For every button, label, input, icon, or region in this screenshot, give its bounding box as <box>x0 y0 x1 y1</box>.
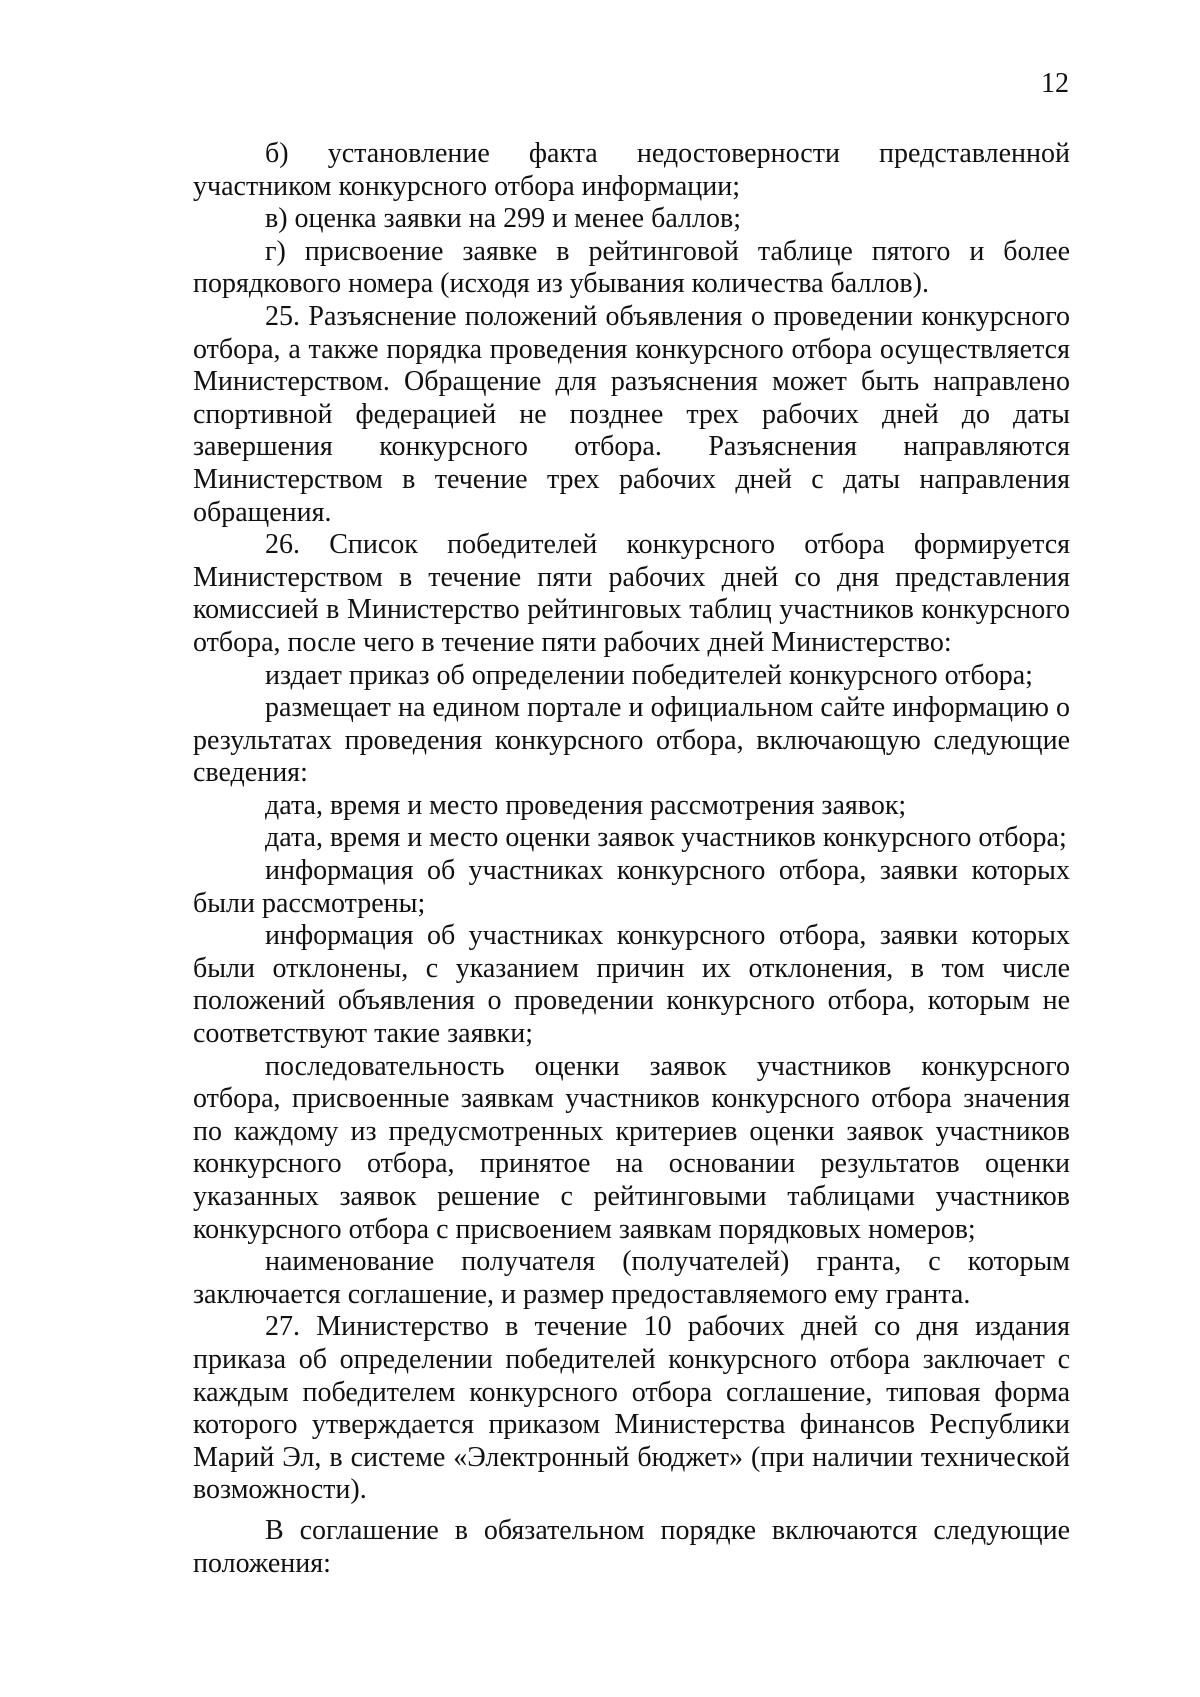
paragraph-order-issue: издает приказ об определении победителей конкурсного отбора; <box>265 659 1033 691</box>
paragraph-27: 27. Министерство в течение 10 рабочих дней со дня издания приказа об определении победителей конкурсного отбора заключает с каждым победителем конкурсного отбора соглашение, типовая форма которого утверждается приказом Министерства финансов Республики Марий Эл, в системе «Электронный бюджет» (при наличии технической возможности). <box>193 1311 1070 1506</box>
page-number: 12 <box>1041 68 1069 99</box>
paragraph-item-b: б) установление факта недостоверности представленной участником конкурсного отбора информации; <box>193 138 1070 202</box>
paragraph-evaluation-sequence: последовательность оценки заявок участников конкурсного отбора, присвоенные заявкам участников конкурсного отбора значения по каждому из предусмотренных критериев оценки заявок участников конкурсного отбора, принятое на основании результатов оценки указанных заявок решение с рейтинговыми таблицами участников конкурсного отбора с присвоением заявкам порядковых номеров; <box>193 1050 1070 1245</box>
paragraph-evaluation-date: дата, время и место оценки заявок участников конкурсного отбора; <box>265 822 1067 854</box>
paragraph-26: 26. Список победителей конкурсного отбора формируется Министерством в течение пяти рабочих дней со дня представления комиссией в Министерство рейтинговых таблиц участников конкурсного отбора, после чего в течение пяти рабочих дней Министерство: <box>193 529 1070 658</box>
paragraph-publication: размещает на едином портале и официальном сайте информацию о результатах проведения конкурсного отбора, включающую следующие сведения: <box>193 692 1070 789</box>
paragraph-review-date: дата, время и место проведения рассмотрения заявок; <box>265 789 907 821</box>
paragraph-item-v: в) оценка заявки на 299 и менее баллов; <box>265 203 741 235</box>
paragraph-grant-recipient: наименование получателя (получателей) гранта, с которым заключается соглашение, и размер предоставляемого ему гранта. <box>193 1246 1070 1310</box>
paragraph-rejected-participants: информация об участниках конкурсного отбора, заявки которых были отклонены, с указанием причин их отклонения, в том числе положений объявления о проведении конкурсного отбора, которым не соответствуют такие заявки; <box>193 920 1070 1050</box>
paragraph-reviewed-participants: информация об участниках конкурсного отбора, заявки которых были рассмотрены; <box>193 855 1070 919</box>
paragraph-agreement-provisions: В соглашение в обязательном порядке включаются следующие положения: <box>193 1514 1070 1579</box>
paragraph-item-g: г) присвоение заявке в рейтинговой таблице пятого и более порядкового номера (исходя из убывания количества баллов). <box>193 235 1070 300</box>
document-body <box>193 138 1070 1580</box>
paragraph-25: 25. Разъяснение положений объявления о проведении конкурсного отбора, а также порядка проведения конкурсного отбора осуществляется Министерством. Обращение для разъяснения может быть направлено спортивной федерацией не позднее трех рабочих дней до даты завершения конкурсного отбора. Разъяснения направляются Министерством в течение трех рабочих дней с даты направления обращения. <box>193 300 1070 528</box>
